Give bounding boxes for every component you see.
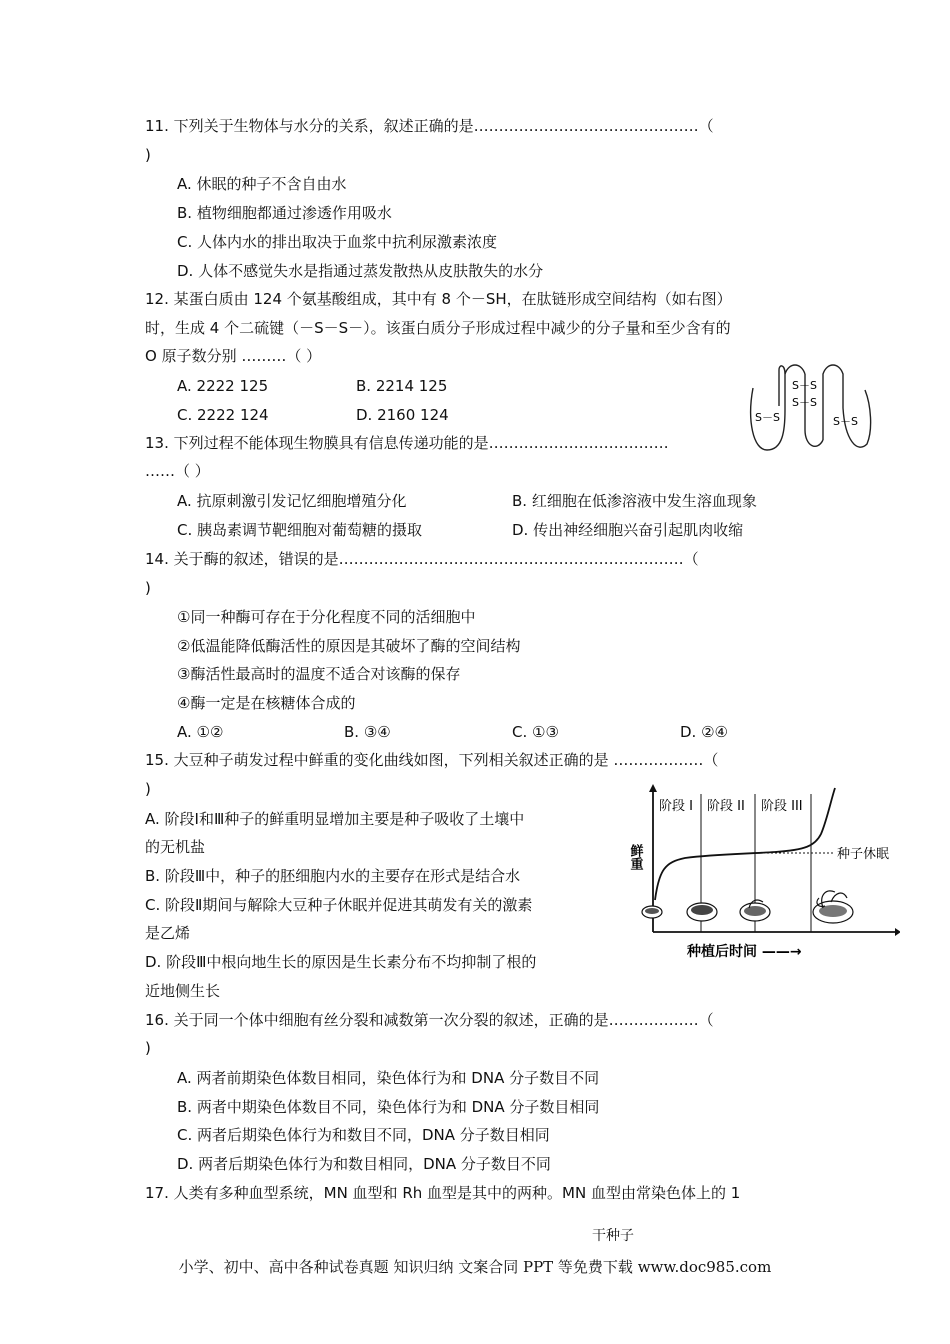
page-footer: 小学、初中、高中各种试卷真题 知识归纳 文案合同 PPT 等免费下载 www.doc985.com <box>178 1258 772 1276</box>
bond-middle: S－S <box>792 396 817 409</box>
stage-3-label: 阶段 III <box>761 799 803 814</box>
q14-close-paren: ) <box>145 579 151 597</box>
q11-option-d: D. 人体不感觉失水是指通过蒸发散热从皮肤散失的水分 <box>177 262 544 280</box>
q15-option-c-line-1: C. 阶段Ⅱ期间与解除大豆种子休眠并促进其萌发有关的激素 <box>145 896 533 914</box>
q11-option-c: C. 人体内水的排出取决于血浆中抗利尿激素浓度 <box>177 233 498 251</box>
q13-option-c: C. 胰岛素调节靶细胞对葡萄糖的摄取 <box>177 521 423 539</box>
q13-option-d: D. 传出神经细胞兴奋引起肌肉收缩 <box>512 521 744 539</box>
bond-right: S－S <box>833 415 858 428</box>
q14-stem: 14. 关于酶的叙述，错误的是……………………………………………………………（ <box>145 550 699 568</box>
q16-option-d: D. 两者后期染色体行为和数目相同，DNA 分子数目不同 <box>177 1155 551 1173</box>
q16-option-c: C. 两者后期染色体行为和数目不同，DNA 分子数目相同 <box>177 1126 550 1144</box>
q12-option-d: D. 2160 124 <box>356 406 449 424</box>
q15-close-paren: ) <box>145 780 151 798</box>
q15-option-b: B. 阶段Ⅲ中，种子的胚细胞内水的主要存在形式是结合水 <box>145 867 521 885</box>
q11-close-paren: ) <box>145 146 151 164</box>
q12-stem-line-3: O 原子数分别 ………（ ） <box>145 347 322 365</box>
q17-stem: 17. 人类有多种血型系统，MN 血型和 Rh 血型是其中的两种。MN 血型由常染色体上的 1 <box>145 1184 741 1202</box>
q12-stem-line-1: 12. 某蛋白质由 124 个氨基酸组成，其中有 8 个－SH，在肽链形成空间结构（如右图） <box>145 290 732 308</box>
q14-item-4: ④酶一定是在核糖体合成的 <box>177 694 356 712</box>
q16-close-paren: ) <box>145 1039 151 1057</box>
q16-stem: 16. 关于同一个体中细胞有丝分裂和减数第一次分裂的叙述，正确的是………………（ <box>145 1011 714 1029</box>
q15-option-a-line-2: 的无机盐 <box>145 838 206 856</box>
stage-2-label: 阶段 II <box>707 799 745 814</box>
seed-fresh-weight-chart <box>625 780 900 965</box>
q13-stem-cont: ……（ ） <box>145 462 210 480</box>
q12-stem-line-2: 时，生成 4 个二硫键（－S－S－）。该蛋白质分子形成过程中减少的分子量和至少含有的 <box>145 319 731 337</box>
stage-1-label: 阶段 I <box>659 799 693 814</box>
q15-option-d-line-1: D. 阶段Ⅲ中根向地生长的原因是生长素分布不均抑制了根的 <box>145 953 537 971</box>
q13-option-a: A. 抗原刺激引发记忆细胞增殖分化 <box>177 492 407 510</box>
protein-disulfide-figure <box>745 360 875 460</box>
bond-left: S－S <box>755 411 780 424</box>
q12-option-c: C. 2222 124 <box>177 406 269 424</box>
q16-option-b: B. 两者中期染色体数目不同，染色体行为和 DNA 分子数目相同 <box>177 1098 600 1116</box>
q14-option-b: B. ③④ <box>344 723 391 741</box>
y-axis-label: 鲜重 <box>627 844 643 870</box>
q14-option-a: A. ①② <box>177 723 224 741</box>
q12-option-a: A. 2222 125 <box>177 377 269 395</box>
q14-item-1: ①同一种酶可存在于分化程度不同的活细胞中 <box>177 608 476 626</box>
q14-option-d: D. ②④ <box>680 723 728 741</box>
q11-stem: 11. 下列关于生物体与水分的关系，叙述正确的是………………………………………（ <box>145 117 714 135</box>
bond-top: S－S <box>792 379 817 392</box>
q15-stem: 15. 大豆种子萌发过程中鲜重的变化曲线如图，下列相关叙述正确的是 ………………（ <box>145 751 719 769</box>
q12-option-b: B. 2214 125 <box>356 377 448 395</box>
q16-option-a: A. 两者前期染色体数目相同，染色体行为和 DNA 分子数目不同 <box>177 1069 600 1087</box>
q13-stem: 13. 下列过程不能体现生物膜具有信息传递功能的是……………………………… <box>145 434 669 452</box>
x-axis-label: 种植后时间 ——→ <box>687 944 802 960</box>
q15-option-c-line-2: 是乙烯 <box>145 924 191 942</box>
q14-item-3: ③酶活性最高时的温度不适合对该酶的保存 <box>177 665 461 683</box>
q15-option-d-line-2: 近地侧生长 <box>145 982 221 1000</box>
dry-seed-label: 干种子 <box>592 1228 634 1244</box>
q15-option-a-line-1: A. 阶段Ⅰ和Ⅲ种子的鲜重明显增加主要是种子吸收了土壤中 <box>145 810 525 828</box>
q11-option-b: B. 植物细胞都通过渗透作用吸水 <box>177 204 392 222</box>
dormant-label: 种子休眠 <box>837 847 890 862</box>
q14-option-c: C. ①③ <box>512 723 559 741</box>
q11-option-a: A. 休眠的种子不含自由水 <box>177 175 347 193</box>
q14-item-2: ②低温能降低酶活性的原因是其破坏了酶的空间结构 <box>177 637 521 655</box>
q13-option-b: B. 红细胞在低渗溶液中发生溶血现象 <box>512 492 757 510</box>
